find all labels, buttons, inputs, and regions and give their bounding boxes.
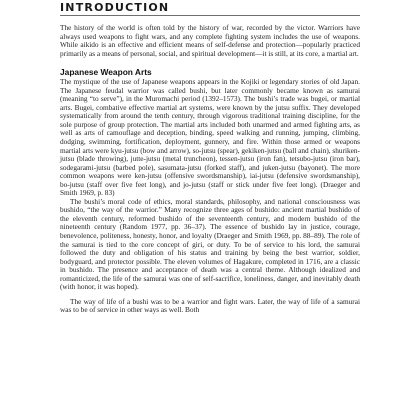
body-paragraph-3: The way of life of a bushi was to be a warrior and fight wars. Later, the way of life of a samurai was to be of service in other ways as well. Both [60, 296, 360, 315]
text-column [60, 2, 360, 315]
body-paragraph-1: The mystique of the use of Japanese weapons appears in the Kojiki or legendary stories of old Japan. The Japanese feudal warrior was called bushi, but later commonly became known as samurai (meaning “to serve”), in the Muromachi period (1392–1573). The bushi’s trade was bugei, or martial arts. Bugei, combative effective martial art systems, were known by the jutsu suffix. They developed systematically from around the tenth century, through vigorous traditional training discipline, for the sole purpose of group protection. The martial arts included both unarmed and armed fighting arts, as well as arts of camouflage and deception, binding, speed walking and running, jumping, climbing, dodging, swimming, fortification, deployment, gunnery, and fire. Within those armed or weapons martial arts were kyu-jutsu (bow and arrow), so-jutsu (spear), gekiken-jutsu (ball and chain), shuriken-jutsu (blade throwing), jutte-jutsu (metal truncheon), tessen-jutsu (iron fan), tetsubo-jutsu (iron bar), sodegarami-jutsu (barbed pole), sasumata-jutsu (forked staff), and juken-jutsu (bayonet). The more common weapons were ken-jutsu (offensive swordsmanship), iai-jutsu (defensive swordsmanship), bo-jutsu (staff over five feet long), and jo-jutsu (staff or stick under five feet long). (Draeger and Smith 1969, p. 83) [60, 77, 360, 198]
section-heading: INTRODUCTION [60, 1, 170, 14]
body-paragraph-2: The bushi’s moral code of ethics, moral standards, philosophy, and national consciousness was bushido, “the way of the warrior.” Many recognize three ages of bushido: ancient martial bushido of the eleventh century, reformed bushido of the seventeenth century, and modern bushido of the nineteenth century (Random 1977, pp. 36–37). The essence of bushido lay in justice, courage, benevolence, politeness, honesty, honor, and loyalty (Draeger and Smith 1969, pp. 88–89). The role of the samurai is tied to the core concept of giri, or duty. To be of service to his lord, the samurai followed the duty and obligation of his status and training by being the best warrior, soldier, bodyguard, and protector possible. The eleven volumes of Hagakure, completed in 1716, are a classic in bushido. The presence and acceptance of death was a central theme. Although idealized and romanticized, the life of the samurai was one of self-sacrifice, loneliness, danger, and inevitably death (with honor, it was hoped). [60, 196, 360, 292]
intro-paragraph: The history of the world is often told by the history of war, recorded by the victor. Warriors have always used weapons to fight wars, and any complete fighting system includes the use of weapons. While aikido is an effective and efficient means of self-defense and protection—popularly practiced primarily as a means of personal, social, and spiritual development—it is still, at its core, a martial art. [60, 23, 360, 58]
subsection-title: Japanese Weapon Arts [60, 67, 152, 78]
heading-rule [60, 15, 360, 16]
